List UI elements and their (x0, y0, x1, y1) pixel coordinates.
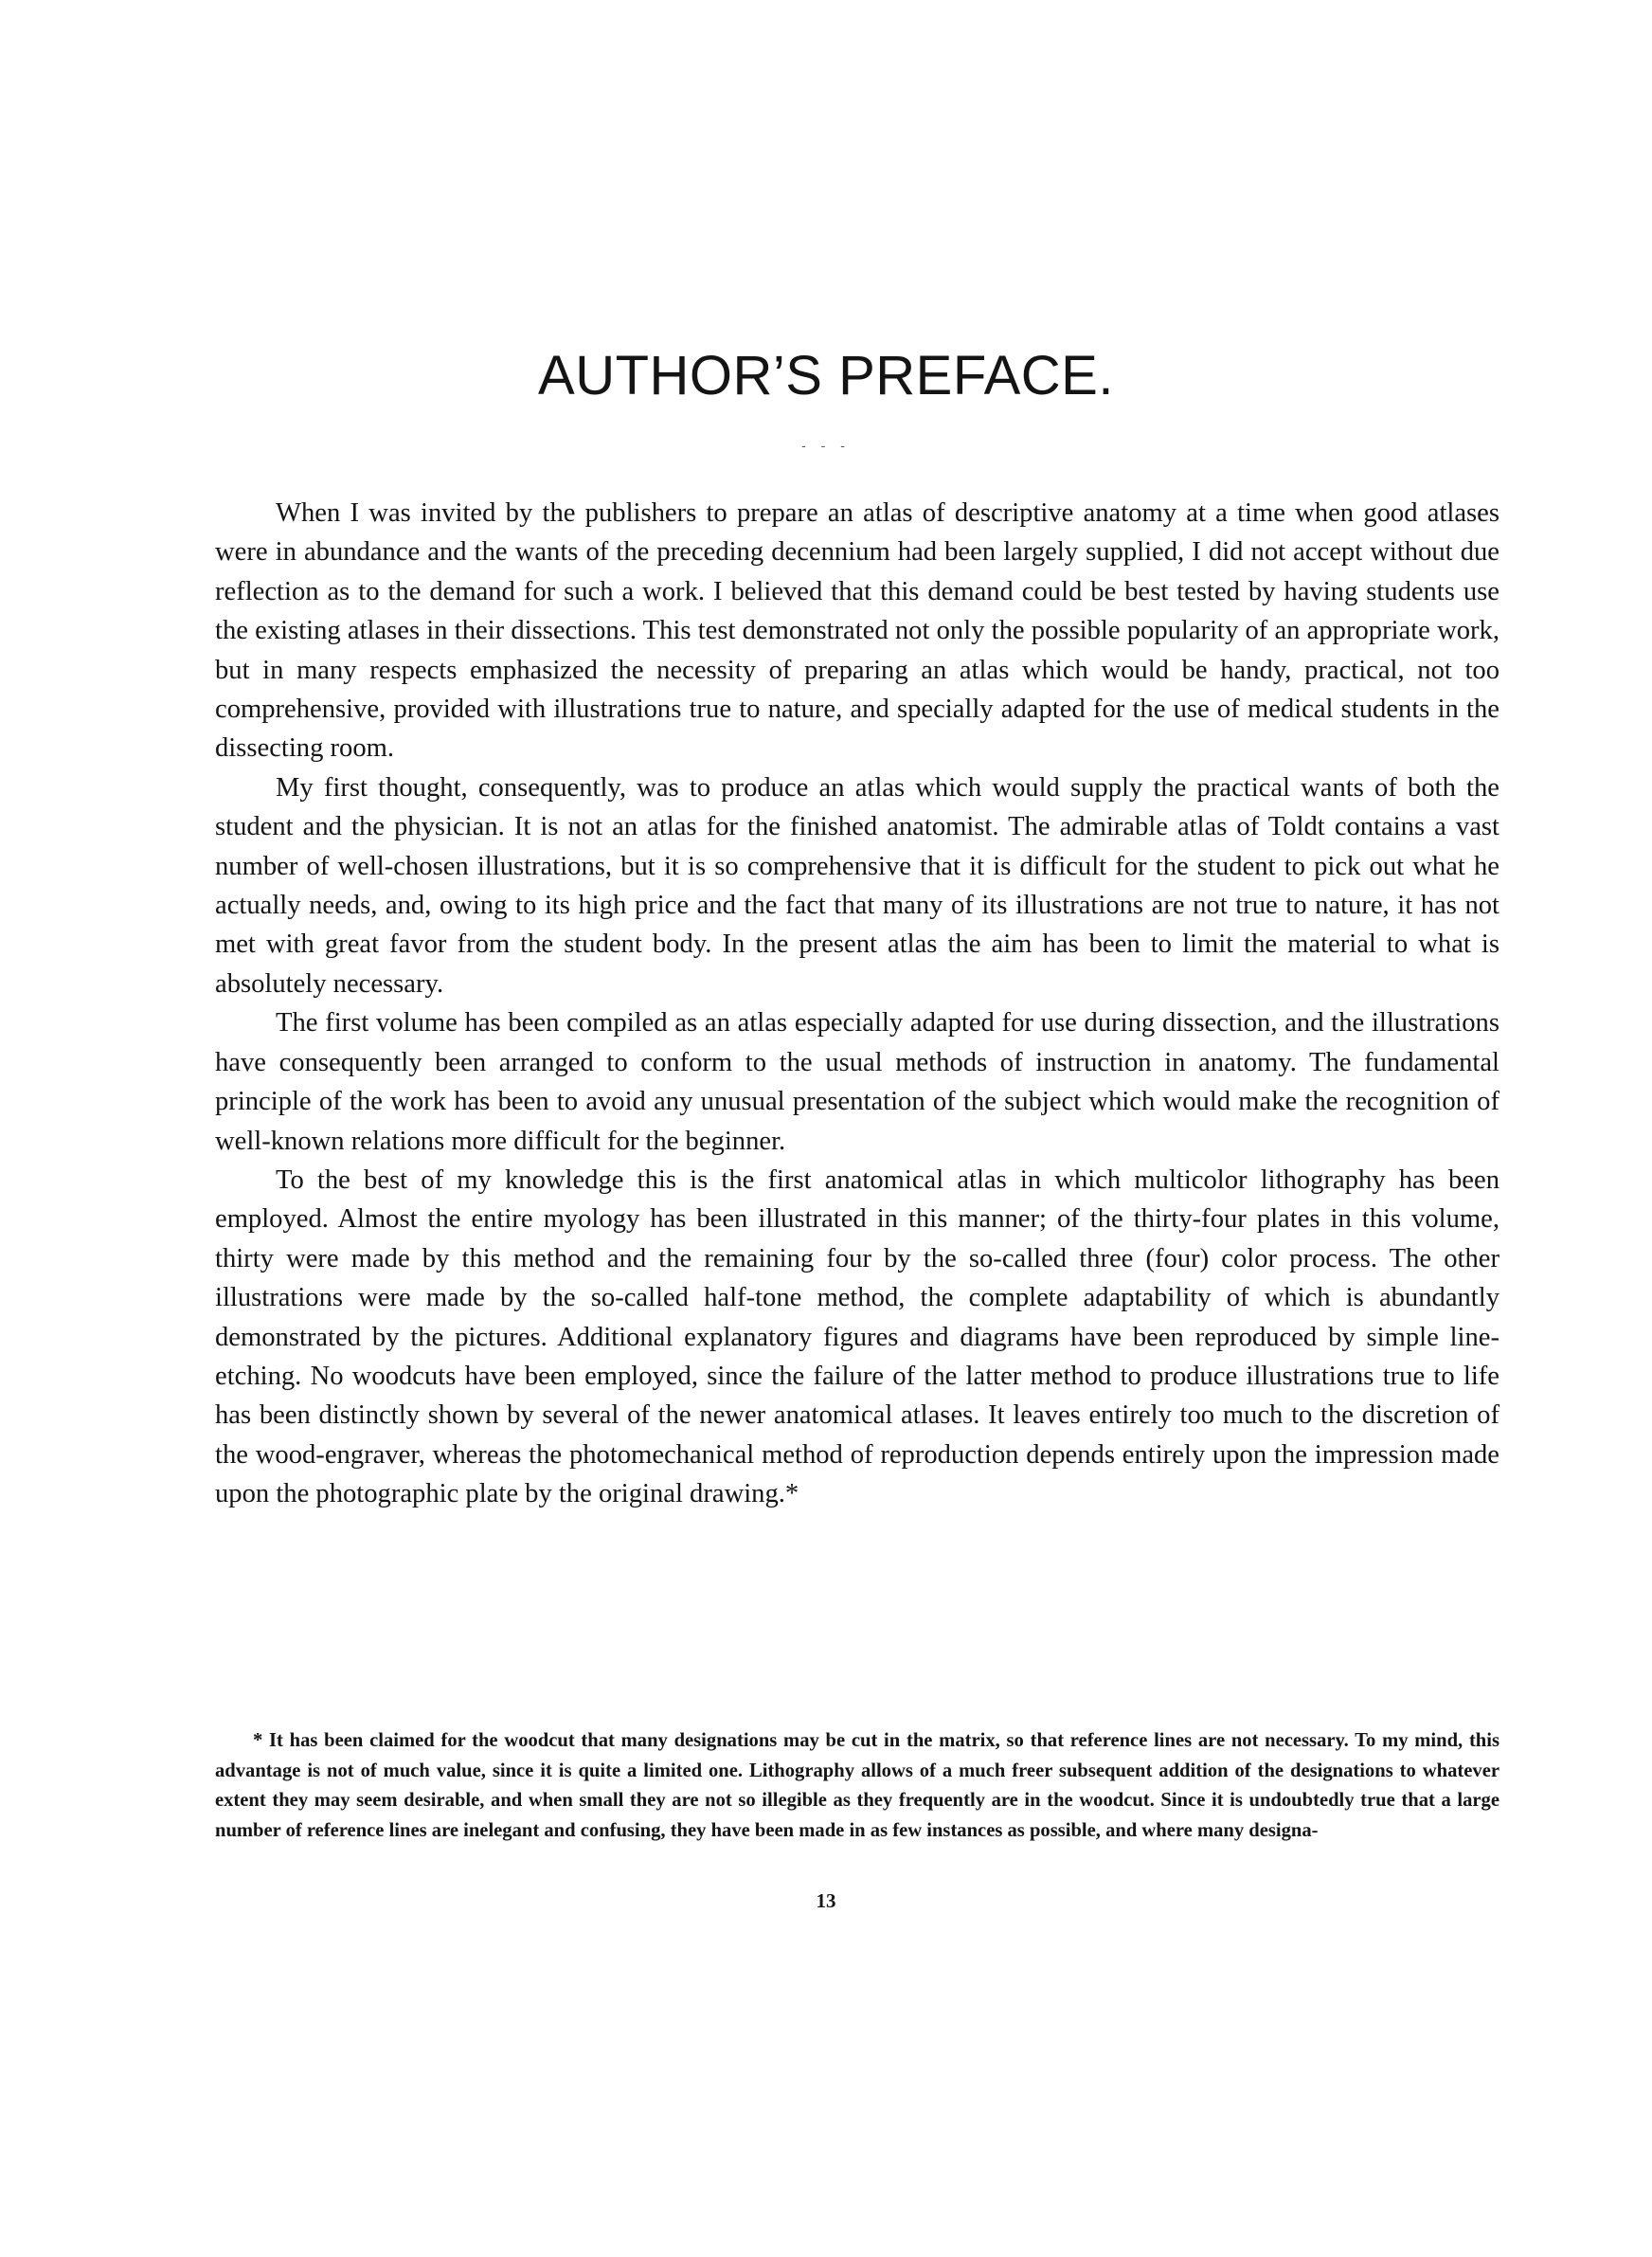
paragraph-3: The first volume has been compiled as an atlas especially adapted for use during dissection, and the illustrations have consequently been arranged to conform to the usual methods of instruction in anatomy. The fundamental principle of the work has been to avoid any unusual presentation of the subject which would make the recognition of well-known relations more difficult for the beginner. (215, 1008, 1499, 1156)
title-ornament: - - - (801, 438, 851, 453)
paragraph-2: My first thought, consequently, was to produce an atlas which would supply the practical wants of both the student and the physician. It is not an atlas for the finished anatomist. The admirable atlas of Toldt contains a vast number of well-chosen illustrations, but it is so comprehensive that it is difficult for the student to pick out what he actually needs, and, owing to its high price and the fact that many of its illustrations are not true to nature, it has not met with great favor from the student body. In the present atlas the aim has been to limit the material to what is absolutely necessary. (215, 772, 1499, 999)
page-number: 13 (816, 1889, 836, 1912)
page-title: AUTHOR’S PREFACE. (538, 345, 1114, 406)
paragraph-4: To the best of my knowledge this is the first anatomical atlas in which multicolor lithography has been employed. Almost the entire myology has been illustrated in this manner; of the thirty-four plates in this volume, thirty were made by this method and the remaining four by the so-called three (four) color process. The other illustrations were made by the so-called half-tone method, the complete adaptability of which is abundantly demonstrated by the pictures. Additional explanatory figures and diagrams have been reproduced by simple line-etching. No woodcuts have been employed, since the failure of the latter method to produce illustrations true to life has been distinctly shown by several of the newer anatomical atlases. It leaves entirely too much to the discretion of the wood-engraver, whereas the photomechanical method of reproduction depends entirely upon the impression made upon the photographic plate by the original drawing.* (215, 1165, 1499, 1509)
footnote-text: * It has been claimed for the woodcut that many designations may be cut in the matrix, so that reference lines are not necessary. To my mind, this advantage is not of much value, since it is quite a limited one. Lithography allows of a much freer subsequent addition of the designations to whatever extent they may seem desirable, and when small they are not so illegible as they frequently are in the woodcut. Since it is undoubtedly true that a large number of reference lines are inelegant and confusing, they have been made in as few instances as possible, and where many designa- (215, 1730, 1499, 1841)
body-text (215, 494, 1499, 1514)
paragraph-1: When I was invited by the publishers to prepare an atlas of descriptive anatomy at a time when good atlases were in abundance and the wants of the preceding decennium had been largely supplied, I did not accept without due reflection as to the demand for such a work. I believed that this demand could be best tested by having students use the existing atlases in their dissections. This test demonstrated not only the possible popularity of an appropriate work, but in many respects emphasized the necessity of preparing an atlas which would be handy, practical, not too comprehensive, provided with illustrations true to nature, and specially adapted for the use of medical students in the dissecting room. (215, 498, 1499, 764)
footnote (215, 1726, 1499, 1846)
